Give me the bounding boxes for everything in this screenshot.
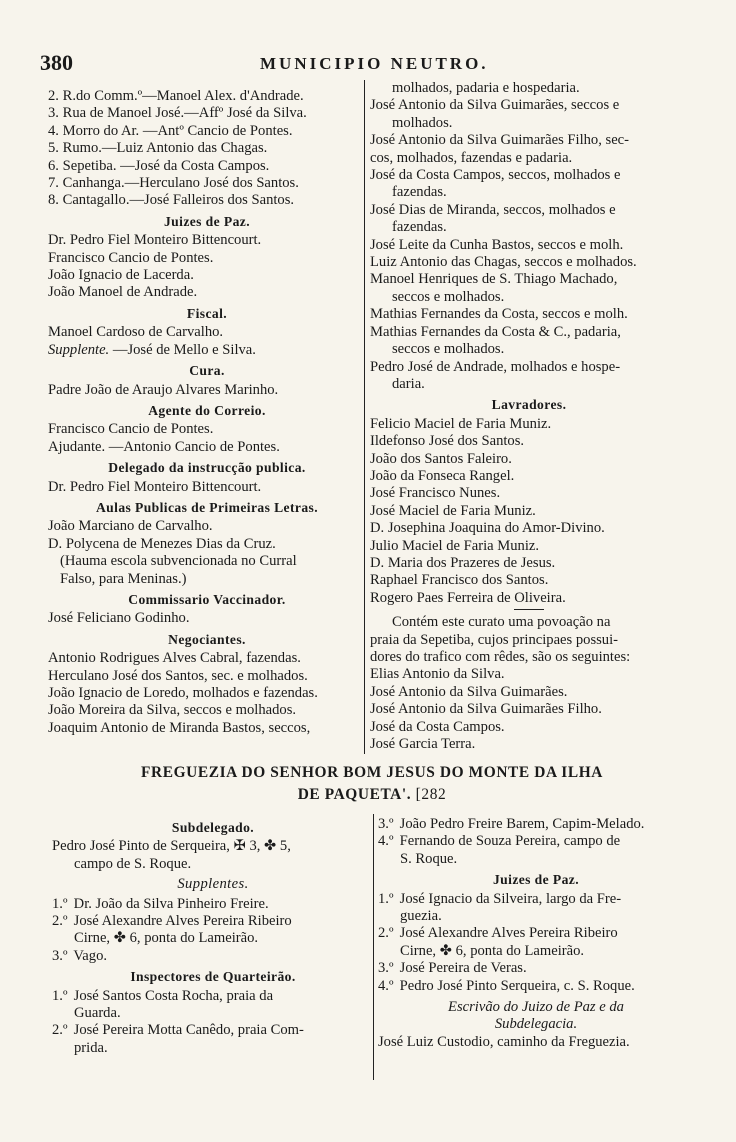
list-item <box>52 896 374 913</box>
list-item: Julio Maciel de Faria Muniz. <box>370 537 540 554</box>
section-heading-negociantes: Negociantes. <box>168 631 246 647</box>
list-item: José Luiz Custodio, caminho da Freguezia. <box>378 1033 630 1050</box>
freguezia-heading <box>52 762 692 806</box>
list-item: Manoel Cardoso de Carvalho. <box>48 324 224 341</box>
item-text: José Pereira de Veras. <box>396 960 527 977</box>
list-item: José Dias de Miranda, seccos, molhados e <box>370 201 616 218</box>
section-heading-juizes-paqueta: Juizes de Paz. <box>492 872 579 888</box>
section-heading-juizes: Juizes de Paz. <box>163 213 250 229</box>
list-item: Ildefonso José dos Santos. <box>370 433 525 450</box>
list-item: 2. R.do Comm.º—Manoel Alex. d'Andrade. <box>48 88 304 104</box>
section-heading-vaccinador: Commissario Vaccinador. <box>128 591 286 607</box>
list-item: molhados, padaria e hospedaria. <box>392 80 580 96</box>
juizes-list <box>378 891 694 995</box>
list-item: 5. Rumo.—Luiz Antonio das Chagas. <box>48 140 268 157</box>
list-item: 4. Morro do Ar. —Antº Cancio de Pontes. <box>48 122 293 139</box>
list-item: João Ignacio de Lacerda. <box>48 267 194 284</box>
section-heading-correio: Agente do Correio. <box>148 402 266 418</box>
list-item: Manoel Henriques de S. Thiago Machado, <box>370 271 618 288</box>
list-item: 6. Sepetiba. —José da Costa Campos. <box>48 157 270 174</box>
list-item: daria. <box>392 375 425 392</box>
list-item: Dr. Pedro Fiel Monteiro Bittencourt. <box>48 478 262 495</box>
list-item: prida. <box>74 1039 108 1056</box>
inspectores-list-bottom <box>52 988 374 1058</box>
escrivao-heading-line: Escrivão do Juizo de Paz e da <box>448 999 624 1016</box>
list-item: João dos Santos Faleiro. <box>370 450 512 467</box>
freguezia-title-line2 <box>52 784 692 806</box>
list-item: Guarda. <box>74 1005 121 1022</box>
section-heading-subdelegado: Subdelegado. <box>171 820 255 835</box>
item-text: José Santos Costa Rocha, praia da <box>70 987 274 1004</box>
list-item: José da Costa Campos, seccos, molhados e <box>370 167 621 184</box>
inspectores-continued <box>378 816 694 868</box>
list-item: José Garcia Terra. <box>370 736 476 753</box>
list-item: Luiz Antonio das Chagas, seccos e molhados. <box>370 254 637 271</box>
lavradores-list <box>370 416 688 607</box>
note-line: Falso, para Meninas.) <box>60 570 187 587</box>
section-heading-cura: Cura. <box>189 363 225 379</box>
escrivao-heading-line: Subdelegacia. <box>494 1016 578 1033</box>
item-number: 4.º <box>378 977 394 994</box>
list-item: campo de S. Roque. <box>74 855 192 872</box>
supplentes-list <box>52 896 374 966</box>
list-item <box>52 913 374 930</box>
list-item: José Feliciano Godinho. <box>48 610 190 627</box>
list-item: 8. Cantagallo.—José Falleiros dos Santos. <box>48 192 295 209</box>
list-item: Ajudante. —Antonio Cancio de Pontes. <box>48 438 280 455</box>
paragraph-line: praia da Sepetiba, cujos principaes possui- <box>370 631 619 648</box>
list-item: João Moreira da Silva, seccos e molhados. <box>48 702 297 719</box>
right-column-top <box>370 80 688 753</box>
list-item: José Antonio da Silva Guimarães Filho. <box>370 701 602 718</box>
list-item: José Leite da Cunha Bastos, seccos e molh. <box>370 236 624 253</box>
item-number: 1.º <box>52 987 68 1004</box>
right-column-bottom <box>378 816 694 1051</box>
list-item: Raphael Francisco dos Santos. <box>370 572 549 589</box>
item-text: José Pereira Motta Canêdo, praia Com- <box>70 1022 304 1039</box>
list-item: Francisco Cancio de Pontes. <box>48 421 214 438</box>
item-text: José Alexandre Alves Pereira Ribeiro <box>396 925 618 942</box>
paragraph-line: dores do trafico com rêdes, são os seguintes: <box>370 649 631 665</box>
freguezia-title-line1: FREGUEZIA DO SENHOR BOM JESUS DO MONTE DA ILHA <box>140 764 604 781</box>
negociantes-continued <box>370 80 688 393</box>
list-item: José Antonio da Silva Guimarães. <box>370 683 568 700</box>
list-item: fazendas. <box>392 184 447 201</box>
item-number: 3.º <box>378 960 394 977</box>
inspectores-list <box>48 88 366 210</box>
list-item <box>52 988 374 1005</box>
item-number: 2.º <box>52 1022 68 1039</box>
list-item <box>378 925 694 942</box>
section-heading-inspectores: Inspectores de Quarteirão. <box>130 969 296 985</box>
item-text: Dr. João da Silva Pinheiro Freire. <box>70 895 269 912</box>
item-number: 3.º <box>52 947 68 964</box>
section-heading-lavradores: Lavradores. <box>491 397 567 413</box>
list-item: S. Roque. <box>400 850 458 867</box>
freguezia-title-name: DE PAQUETA'. <box>297 786 412 803</box>
item-text: Pedro José Pinto Serqueira, c. S. Roque. <box>396 977 635 994</box>
escrivao-heading <box>378 999 694 1034</box>
item-number: 2.º <box>378 925 394 942</box>
short-rule <box>514 609 544 610</box>
item-number: 3.º <box>378 816 394 832</box>
page-number: 380 <box>40 50 73 75</box>
list-item: João Marciano de Carvalho. <box>48 518 213 535</box>
list-item: fazendas. <box>392 219 447 236</box>
list-item <box>378 833 694 850</box>
list-item: Pedro José de Andrade, molhados e hospe- <box>370 358 621 375</box>
list-item: Cirne, ✤ 6, ponta do Lameirão. <box>74 930 259 947</box>
left-column-top <box>48 88 366 737</box>
list-item: João da Fonseca Rangel. <box>370 467 515 484</box>
list-item: D. Polycena de Menezes Dias da Cruz. <box>48 535 276 552</box>
list-item: cos, molhados, fazendas e padaria. <box>370 149 573 166</box>
list-item: seccos e molhados. <box>392 341 505 358</box>
list-item: José Antonio da Silva Guimarães, seccos e <box>370 97 620 114</box>
list-item: D. Josephina Joaquina do Amor-Divino. <box>370 520 605 537</box>
list-item: Herculano José dos Santos, sec. e molhados. <box>48 667 308 684</box>
item-text: Vago. <box>70 947 108 964</box>
list-item <box>378 960 694 977</box>
list-item: Mathias Fernandes da Costa & C., padaria, <box>370 323 621 340</box>
list-item: Pedro José Pinto de Serqueira, ✠ 3, ✤ 5, <box>52 838 291 855</box>
list-item <box>378 891 694 908</box>
list-item: José Maciel de Faria Muniz. <box>370 502 536 519</box>
running-title: MUNICIPIO NEUTRO. <box>260 54 489 73</box>
list-item: Mathias Fernandes da Costa, seccos e molh. <box>370 306 628 323</box>
list-item <box>378 978 694 995</box>
list-item: Francisco Cancio de Pontes. <box>48 249 214 266</box>
list-item: D. Maria dos Prazeres de Jesus. <box>370 554 556 571</box>
list-item: 3. Rua de Manoel José.—Affº José da Silva. <box>48 105 307 122</box>
section-heading-fiscal: Fiscal. <box>186 305 228 321</box>
list-item: Felicio Maciel de Faria Muniz. <box>370 415 552 432</box>
left-column-bottom <box>52 816 374 1057</box>
item-number: 2.º <box>52 913 68 930</box>
item-text: Fernando de Souza Pereira, campo de <box>396 833 621 850</box>
item-number: 1.º <box>378 890 394 907</box>
supplente-label: Supplente. <box>48 341 110 358</box>
list-item: Dr. Pedro Fiel Monteiro Bittencourt. <box>48 232 262 249</box>
note-line: (Hauma escola subvencionada no Curral <box>60 553 297 570</box>
page-header <box>40 50 690 80</box>
list-item: Cirne, ✤ 6, ponta do Lameirão. <box>400 942 585 959</box>
list-item: José Francisco Nunes. <box>370 485 501 502</box>
list-item: Rogero Paes Ferreira de Oliveira. <box>370 589 566 606</box>
list-item: Joaquim Antonio de Miranda Bastos, seccos, <box>48 719 311 736</box>
list-item: João Manoel de Andrade. <box>48 284 198 301</box>
item-text: José Ignacio da Silveira, largo da Fre- <box>396 890 622 907</box>
item-number: 1.º <box>52 895 68 912</box>
section-heading-aulas: Aulas Publicas de Primeiras Letras. <box>95 499 319 515</box>
list-item: molhados. <box>392 114 453 131</box>
list-item: Elias Antonio da Silva. <box>370 666 505 683</box>
list-item: José Antonio da Silva Guimarães Filho, sec- <box>370 132 630 149</box>
paragraph-line: Contém este curato uma povoação na <box>392 614 611 631</box>
list-item: 7. Canhanga.—Herculano José dos Santos. <box>48 175 299 192</box>
list-item <box>52 948 374 965</box>
section-heading-instrucao: Delegado da instrucção publica. <box>108 460 306 476</box>
list-item: guezia. <box>400 908 442 925</box>
freguezia-ref: [282 <box>415 786 447 803</box>
list-item: José da Costa Campos. <box>370 718 505 735</box>
list-item <box>52 1022 374 1039</box>
list-item: Padre João de Araujo Alvares Marinho. <box>48 381 279 398</box>
supplente-name: —José de Mello e Silva. <box>109 341 256 358</box>
section-heading-supplentes: Supplentes. <box>177 876 249 893</box>
list-item <box>378 816 694 833</box>
item-text: João Pedro Freire Barem, Capim-Melado. <box>396 816 645 832</box>
list-item <box>48 342 366 359</box>
proprietarios-list <box>370 666 688 753</box>
item-number: 4.º <box>378 833 394 850</box>
list-item: Antonio Rodrigues Alves Cabral, fazendas. <box>48 650 301 667</box>
list-item: João Ignacio de Loredo, molhados e fazendas. <box>48 685 318 701</box>
item-text: José Alexandre Alves Pereira Ribeiro <box>70 913 292 930</box>
list-item: seccos e molhados. <box>392 288 505 305</box>
